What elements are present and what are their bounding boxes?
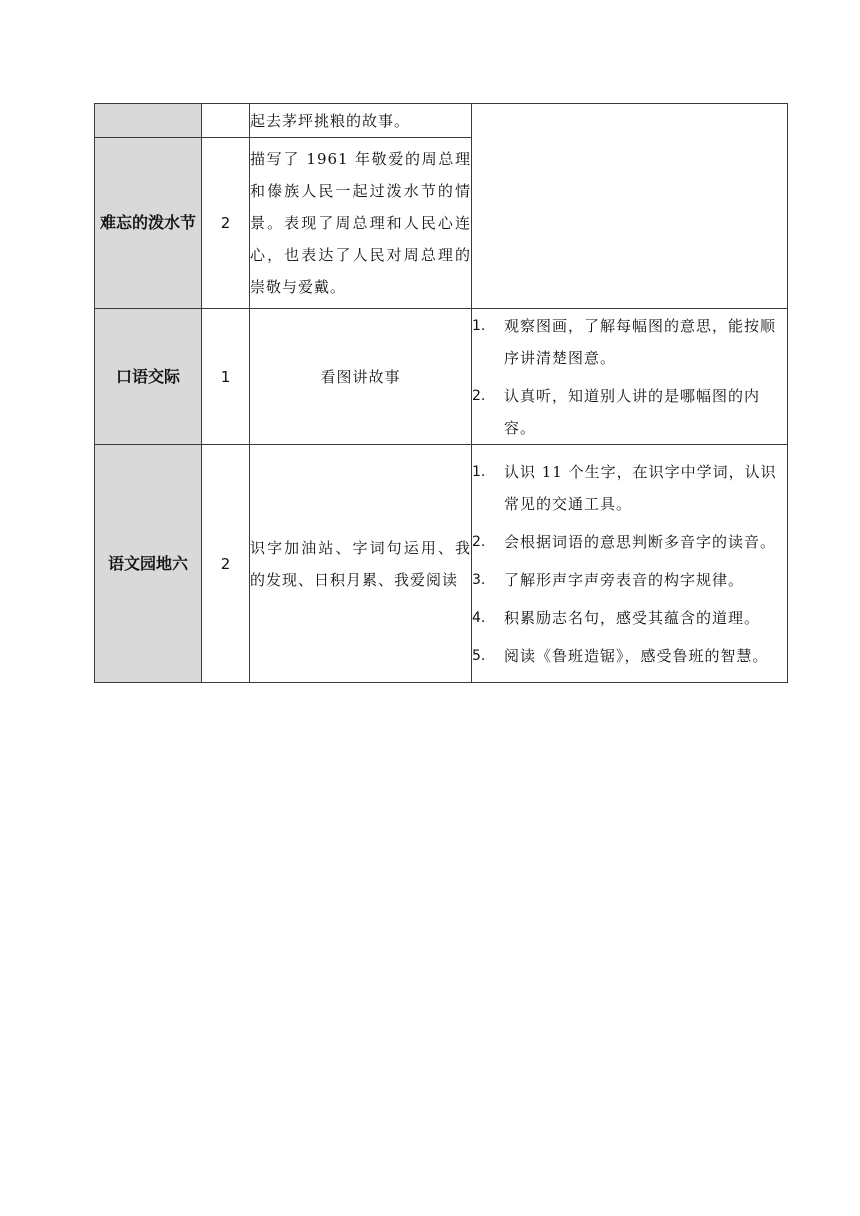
list-item xyxy=(472,310,787,374)
goal-text: 积累励志名句，感受其蕴含的道理。 xyxy=(504,608,761,627)
lesson-content-cell: 起去茅坪挑粮的故事。 xyxy=(250,104,472,138)
class-hours-cell: 2 xyxy=(202,445,250,683)
goal-number: 2. xyxy=(472,387,486,404)
goal-number: 4. xyxy=(472,609,486,626)
list-item xyxy=(472,456,787,520)
table-row xyxy=(95,445,788,683)
goal-number: 2. xyxy=(472,533,486,550)
teaching-goals-cell xyxy=(472,104,788,309)
goal-text: 了解形声字声旁表音的构字规律。 xyxy=(504,570,745,589)
goal-text: 观察图画，了解每幅图的意思，能按顺序讲清楚图意。 xyxy=(504,316,777,367)
lesson-title-cell: 语文园地六 xyxy=(95,445,202,683)
goal-number: 1. xyxy=(472,463,486,480)
goal-text: 会根据词语的意思判断多音字的读音。 xyxy=(504,532,777,551)
table-row xyxy=(95,309,788,445)
goal-number: 3. xyxy=(472,571,486,588)
goals-list xyxy=(472,310,787,444)
class-hours-cell xyxy=(202,104,250,138)
goals-list xyxy=(472,456,787,672)
lesson-plan-table xyxy=(94,103,788,683)
lesson-content-cell: 看图讲故事 xyxy=(250,309,472,445)
list-item xyxy=(472,640,787,672)
goal-text: 认真听，知道别人讲的是哪幅图的内容。 xyxy=(504,386,761,437)
class-hours-cell: 2 xyxy=(202,138,250,309)
list-item xyxy=(472,526,787,558)
table-row xyxy=(95,104,788,138)
list-item xyxy=(472,380,787,444)
list-item xyxy=(472,602,787,634)
list-item xyxy=(472,564,787,596)
class-hours-cell: 1 xyxy=(202,309,250,445)
teaching-goals-cell xyxy=(472,445,788,683)
lesson-content-cell: 识字加油站、字词句运用、我的发现、日积月累、我爱阅读 xyxy=(250,445,472,683)
goal-text: 阅读《鲁班造锯》，感受鲁班的智慧。 xyxy=(504,646,769,665)
teaching-goals-cell xyxy=(472,309,788,445)
lesson-title-cell: 口语交际 xyxy=(95,309,202,445)
lesson-content-cell: 描写了 1961 年敬爱的周总理和傣族人民一起过泼水节的情景。表现了周总理和人民心连心，也表达了人民对周总理的崇敬与爱戴。 xyxy=(250,138,472,309)
goal-number: 5. xyxy=(472,647,486,664)
goal-number: 1. xyxy=(472,317,486,334)
goal-text: 认识 11 个生字，在识字中学词，认识常见的交通工具。 xyxy=(504,462,777,513)
lesson-title-cell xyxy=(95,104,202,138)
lesson-title-cell: 难忘的泼水节 xyxy=(95,138,202,309)
